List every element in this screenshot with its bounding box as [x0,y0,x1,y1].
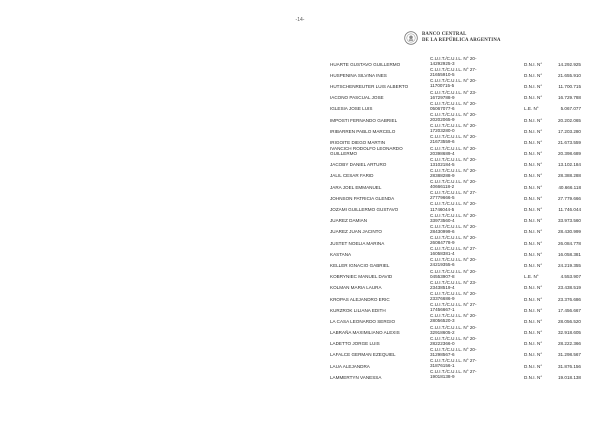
list-item [0,291,600,302]
cuit-cuil [430,201,516,211]
cuit-number: 28222366-0 [430,340,455,346]
person-name: KOLMAN MARIA LAURA [330,285,382,291]
cuit-label: C.U.I.T./C.U.I.L. N° 27- [430,302,477,308]
cuit-cuil [430,347,516,357]
document-number: 33.973.560 [558,218,581,224]
person-name: JUAREZ JUAN JACINTO [330,229,382,235]
document-number: 21.655.910 [558,72,581,78]
person-name: LADETTO JORGE LUIS [330,341,380,347]
cuit-label: C.U.I.T./C.U.I.L. N° 27- [430,67,477,73]
person-name: LAUA ALEJANDRA [330,363,370,369]
cuit-cuil [430,313,516,323]
cuit-number: 17203280-0 [430,128,455,134]
cuit-label: C.U.I.T./C.U.I.L. N° 20- [430,111,477,117]
cuit-cuil [430,291,516,301]
document-type: D.N.I. N° [524,285,543,291]
cuit-number: 21655910-5 [430,72,455,78]
cuit-label: C.U.I.T./C.U.I.L. N° 20- [430,257,477,263]
cuit-number: 19018138-9 [430,374,455,380]
person-name: IMPOSTI FERNANDO GABRIEL [330,117,398,123]
person-name: LABRAÑA MAXIMILIANO ALEXIS [330,330,400,336]
cuit-cuil [430,56,516,66]
cuit-cuil [430,90,516,100]
document-type: D.N.I. N° [524,72,543,78]
cuit-number: 23376686-9 [430,296,455,302]
list-item [0,246,600,257]
cuit-cuil [430,280,516,290]
cuit-label: C.U.I.T./C.U.I.L. N° 20- [430,290,477,296]
person-name: JACOBY DANIEL ARTURO [330,162,387,168]
list-item [0,101,600,112]
cuit-number: 32918605-2 [430,329,455,335]
person-name: IGLESIA JOSE LUIS [330,106,373,112]
cuit-cuil [430,123,516,133]
person-name: KELLER IGNACIO GABRIEL [330,262,390,268]
document-type: D.N.I. N° [524,218,543,224]
person-name: HUTSCHENREUTER LUIS ALBERTO [330,83,409,89]
bank-name-line1: BANCO CENTRAL [422,32,467,38]
cuit-number: 05067077-6 [430,105,455,111]
list-item [0,146,600,157]
person-name: JUSTET NOELIA MARINA [330,240,385,246]
document-type: D.N.I. N° [524,374,543,380]
list-item [0,347,600,358]
document-number: 13.102.184 [558,162,581,168]
cuit-cuil [430,358,516,368]
document-type: D.N.I. N° [524,229,543,235]
cuit-number: 14292925-3 [430,61,455,67]
person-name: KOBRYNIEC MANUEL DAVID [330,274,393,280]
cuit-number: 31876156-1 [430,363,455,369]
cuit-label: C.U.I.T./C.U.I.L. N° 20- [430,324,477,330]
cuit-label: C.U.I.T./C.U.I.L. N° 20- [430,268,477,274]
document-type: D.N.I. N° [524,330,543,336]
list-item [0,56,600,67]
document-type: D.N.I. N° [524,139,543,145]
document-number: 23.376.686 [558,296,581,302]
cuit-number: 28056520-3 [430,318,455,324]
cuit-cuil [430,302,516,312]
list-item [0,336,600,347]
cuit-number: 11746044-5 [430,206,455,212]
document-number: 28.388.288 [558,173,581,179]
cuit-label: C.U.I.T./C.U.I.L. N° 20- [430,346,477,352]
document-type: D.N.I. N° [524,184,543,190]
cuit-number: 26084778-9 [430,240,455,246]
cuit-label: C.U.I.T./C.U.I.L. N° 20- [430,201,477,207]
document-number: 17.203.280 [558,128,581,134]
document-type: D.N.I. N° [524,162,543,168]
cuit-number: 40666118-2 [430,184,455,190]
cuit-number: 24219355-6 [430,262,455,268]
cuit-label: C.U.I.T./C.U.I.L. N° 20- [430,100,477,106]
document-type: D.N.I. N° [524,207,543,213]
cuit-cuil [430,179,516,189]
document-type: D.N.I. N° [524,128,543,134]
cuit-label: C.U.I.T./C.U.I.L. N° 20- [430,78,477,84]
list-item [0,123,600,134]
document-type: D.N.I. N° [524,262,543,268]
document-type: D.N.I. N° [524,151,543,157]
list-item [0,67,600,78]
list-item [0,235,600,246]
list-item [0,190,600,201]
cuit-cuil [430,168,516,178]
cuit-label: C.U.I.T./C.U.I.L. N° 20- [430,56,477,61]
document-type: L.E. N° [524,274,539,280]
cuit-number: 13102184-5 [430,161,455,167]
bank-name-line2: DE LA REPÚBLICA ARGENTINA [422,38,501,43]
person-name: IVANCICH RODOLFO LEONARDO GUILLERMO [330,146,403,157]
document-number: 5.067.077 [560,106,581,112]
document-type: D.N.I. N° [524,240,543,246]
document-number: 24.219.355 [558,262,581,268]
list-item [0,90,600,101]
list-item [0,224,600,235]
list-item [0,302,600,313]
cuit-number: 20398689-4 [430,150,455,156]
list-item [0,112,600,123]
person-name: LAFALCE GERMAN EZEQUIEL [330,352,396,358]
cuit-cuil [430,246,516,256]
document-number: 11.700.715 [558,83,581,89]
document-number: 16.729.788 [558,95,581,101]
cuit-cuil [430,257,516,267]
document-type: D.N.I. N° [524,341,543,347]
cuit-cuil [430,134,516,144]
person-name: JOZAMI GUILLERMO GUSTAVO [330,207,399,213]
cuit-cuil [430,101,516,111]
cuit-number: 04553907-8 [430,273,455,279]
list-item [0,168,600,179]
cuit-label: C.U.I.T./C.U.I.L. N° 20- [430,167,477,173]
cuit-label: C.U.I.T./C.U.I.L. N° 20- [430,156,477,162]
document-number: 14.292.925 [558,61,581,67]
document-type: D.N.I. N° [524,61,543,67]
document-number: 20.398.689 [558,151,581,157]
cuit-number: 28388288-9 [430,172,455,178]
cuit-number: 23438519-4 [430,284,455,290]
person-name: HUSPENINA SILVINA INES [330,72,387,78]
list-item [0,78,600,89]
document-number: 31.298.567 [558,352,581,358]
list-item [0,134,600,145]
document-type: D.N.I. N° [524,83,543,89]
cuit-number: 11700715-5 [430,83,455,89]
person-name: KROPAS ALEJANDRO ERIC [330,296,390,302]
document-type: D.N.I. N° [524,195,543,201]
list-item [0,179,600,190]
person-name: IACONO PASCUAL JOSE [330,95,384,101]
cuit-label: C.U.I.T./C.U.I.L. N° 20- [430,123,477,129]
cuit-number: 31298567-6 [430,351,455,357]
cuit-number: 16058381-4 [430,251,455,257]
document-number: 28.056.520 [558,318,581,324]
person-name: IRIGOITE DIEGO MARTIN [330,139,386,145]
list-item [0,325,600,336]
list-item [0,257,600,268]
cuit-cuil [430,67,516,77]
cuit-label: C.U.I.T./C.U.I.L. N° 20- [430,235,477,240]
person-name: LA CASA LEONARDO SERGIO [330,318,396,324]
bank-name [422,32,501,43]
person-name: JOHNSON PATRICIA GLENDA [330,195,395,201]
document-number: 17.456.667 [558,307,581,313]
bank-seal-icon [404,31,418,45]
list-item [0,280,600,291]
cuit-number: 17456667-1 [430,307,455,313]
cuit-label: C.U.I.T./C.U.I.L. N° 20- [430,179,477,185]
cuit-label: C.U.I.T./C.U.I.L. N° 20- [430,145,477,151]
list-item [0,369,600,380]
document-number: 31.876.156 [558,363,581,369]
cuit-cuil [430,146,516,156]
person-name: JALIL CESAR FARID [330,173,374,179]
cuit-number: 33973560-4 [430,217,455,223]
cuit-number: 27779666-5 [430,195,455,201]
document-type: D.N.I. N° [524,307,543,313]
cuit-number: 28430999-6 [430,228,455,234]
cuit-cuil [430,213,516,223]
person-name: HUARTE GUSTAVO GUILLERMO [330,61,401,67]
cuit-label: C.U.I.T./C.U.I.L. N° 20- [430,335,477,341]
document-number: 28.430.999 [558,229,581,235]
bank-header [404,31,501,45]
document-number: 28.222.366 [558,341,581,347]
document-number: 19.018.138 [558,374,581,380]
document-type: D.N.I. N° [524,173,543,179]
document-number: 32.918.605 [558,330,581,336]
document-number: 16.058.381 [558,251,581,257]
cuit-number: 20202065-9 [430,117,455,123]
cuit-cuil [430,269,516,279]
document-type: D.N.I. N° [524,318,543,324]
cuit-cuil [430,325,516,335]
document-number: 40.666.118 [558,184,581,190]
cuit-number: 21673559-6 [430,139,455,145]
cuit-label: C.U.I.T./C.U.I.L. N° 20- [430,212,477,218]
cuit-label: C.U.I.T./C.U.I.L. N° 27- [430,358,477,364]
document-type: D.N.I. N° [524,117,543,123]
list-item [0,269,600,280]
list-item [0,213,600,224]
document-number: 27.779.666 [558,195,581,201]
person-name: LAMMERTYN VANESSA [330,374,382,380]
person-name: JUAREZ DAMIAN [330,218,368,224]
list-item [0,313,600,324]
cuit-label: C.U.I.T./C.U.I.L. N° 23- [430,89,477,95]
document-number: 4.553.907 [560,274,581,280]
page-number: -14- [295,17,305,23]
document-number: 23.438.519 [558,285,581,291]
cuit-label: C.U.I.T./C.U.I.L. N° 27- [430,369,477,375]
document-number: 21.673.559 [558,139,581,145]
cuit-cuil [430,78,516,88]
document-type: D.N.I. N° [524,296,543,302]
document-type: D.N.I. N° [524,352,543,358]
list-item [0,157,600,168]
document-number: 11.746.044 [558,207,581,213]
person-name: IRIBARREN PABLO MARCELO [330,128,396,134]
cuit-label: C.U.I.T./C.U.I.L. N° 23- [430,279,477,285]
document-type: D.N.I. N° [524,95,543,101]
cuit-cuil [430,235,516,245]
cuit-cuil [430,369,516,379]
cuit-label: C.U.I.T./C.U.I.L. N° 27- [430,190,477,196]
person-name: KURZROK LILIANA EDITH [330,307,386,313]
cuit-label: C.U.I.T./C.U.I.L. N° 27- [430,246,477,252]
cuit-label: C.U.I.T./C.U.I.L. N° 20- [430,134,477,140]
list-item [0,201,600,212]
cuit-cuil [430,336,516,346]
cuit-label: C.U.I.T./C.U.I.L. N° 20- [430,223,477,229]
person-name: KASTANA [330,251,352,257]
document-number: 26.084.778 [558,240,581,246]
document-type: D.N.I. N° [524,363,543,369]
cuit-cuil [430,157,516,167]
document-type: D.N.I. N° [524,251,543,257]
list-item [0,358,600,369]
cuit-cuil [430,190,516,200]
document-number: 20.202.065 [558,117,581,123]
cuit-cuil [430,112,516,122]
cuit-number: 16729788-9 [430,94,455,100]
document-type: L.E. N° [524,106,539,112]
records-list [0,56,600,380]
person-name: JARA JOEL EMMANUEL [330,184,382,190]
cuit-cuil [430,224,516,234]
cuit-label: C.U.I.T./C.U.I.L. N° 20- [430,313,477,319]
